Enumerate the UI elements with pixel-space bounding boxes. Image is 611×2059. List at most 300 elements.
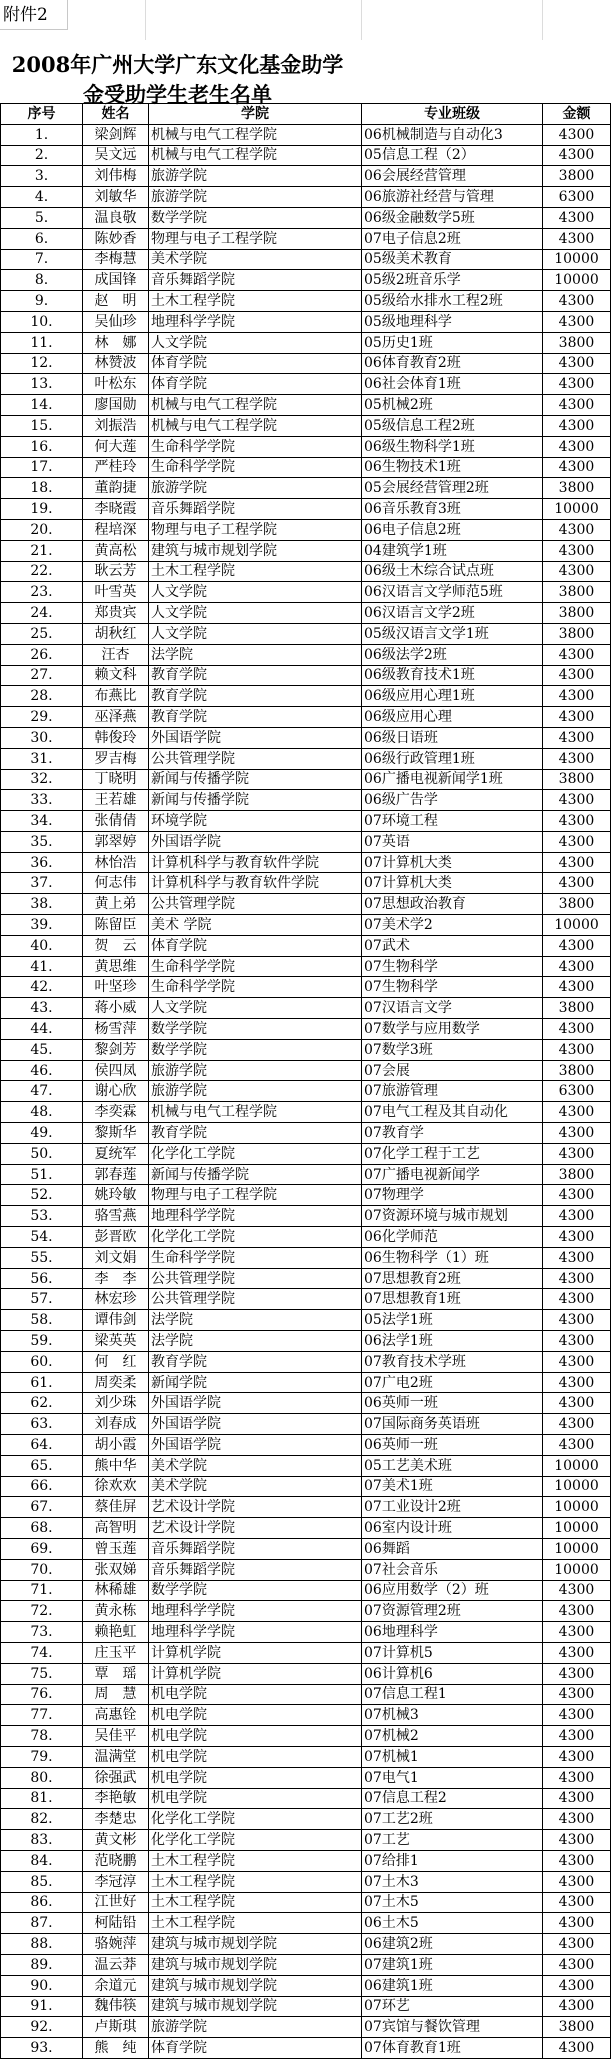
- cell-class: 06电子信息2班: [362, 519, 543, 540]
- cell-name: 庄玉平: [83, 1642, 149, 1663]
- cell-name: 姚玲敏: [83, 1185, 149, 1206]
- cell-class: 05级汉语言文学1班: [362, 623, 543, 644]
- cell-name: 李 李: [83, 1268, 149, 1289]
- cell-college: 建筑与城市规划学院: [149, 1954, 362, 1975]
- table-row: [1, 270, 611, 291]
- cell-name: 温云莽: [83, 1954, 149, 1975]
- table-row: [1, 1996, 611, 2017]
- cell-name: 李艳敏: [83, 1788, 149, 1809]
- header-college: 学院: [149, 104, 362, 125]
- table-row: [1, 665, 611, 686]
- cell-amount: 4300: [543, 1039, 611, 1060]
- cell-college: 法学院: [149, 1310, 362, 1331]
- cell-name: 覃 瑶: [83, 1663, 149, 1684]
- cell-class: 06英师一班: [362, 1435, 543, 1456]
- cell-class: 07工艺2班: [362, 1809, 543, 1830]
- cell-seq: 61.: [1, 1372, 83, 1393]
- cell-class: 06建筑2班: [362, 1934, 543, 1955]
- cell-amount: 4300: [543, 1746, 611, 1767]
- cell-seq: 83.: [1, 1830, 83, 1851]
- cell-seq: 20.: [1, 519, 83, 540]
- cell-class: 05级给水排水工程2班: [362, 291, 543, 312]
- cell-name: 刘春成: [83, 1414, 149, 1435]
- cell-college: 机械与电气工程学院: [149, 145, 362, 166]
- cell-name: 黄上弟: [83, 894, 149, 915]
- cell-name: 郭春莲: [83, 1164, 149, 1185]
- cell-college: 旅游学院: [149, 1060, 362, 1081]
- table-row: [1, 915, 611, 936]
- cell-seq: 43.: [1, 998, 83, 1019]
- cell-name: 叶雪英: [83, 582, 149, 603]
- cell-college: 数学学院: [149, 1039, 362, 1060]
- cell-seq: 39.: [1, 915, 83, 936]
- cell-class: 06舞蹈: [362, 1538, 543, 1559]
- cell-amount: 10000: [543, 1538, 611, 1559]
- table-row: [1, 1372, 611, 1393]
- cell-class: 05历史1班: [362, 332, 543, 353]
- cell-name: 熊 纯: [83, 2038, 149, 2059]
- cell-college: 公共管理学院: [149, 894, 362, 915]
- cell-seq: 18.: [1, 478, 83, 499]
- cell-college: 土木工程学院: [149, 291, 362, 312]
- cell-amount: 10000: [543, 249, 611, 270]
- cell-college: 美术 学院: [149, 915, 362, 936]
- cell-class: 05级美术教育: [362, 249, 543, 270]
- table-row: [1, 1559, 611, 1580]
- header-class: 专业班级: [362, 104, 543, 125]
- cell-college: 人文学院: [149, 623, 362, 644]
- cell-class: 06汉语言文学师范5班: [362, 582, 543, 603]
- cell-seq: 42.: [1, 977, 83, 998]
- cell-seq: 60.: [1, 1351, 83, 1372]
- table-row: [1, 1601, 611, 1622]
- cell-college: 教育学院: [149, 1123, 362, 1144]
- cell-college: 机电学院: [149, 1705, 362, 1726]
- cell-amount: 4300: [543, 2038, 611, 2059]
- cell-name: 刘敏华: [83, 187, 149, 208]
- cell-name: 陈妙香: [83, 228, 149, 249]
- table-row: [1, 811, 611, 832]
- cell-amount: 3800: [543, 894, 611, 915]
- cell-class: 07英语: [362, 831, 543, 852]
- table-row: [1, 228, 611, 249]
- table-row: [1, 1767, 611, 1788]
- cell-seq: 91.: [1, 1996, 83, 2017]
- cell-college: 音乐舞蹈学院: [149, 270, 362, 291]
- cell-amount: 4300: [543, 1726, 611, 1747]
- cell-amount: 4300: [543, 1143, 611, 1164]
- cell-college: 数学学院: [149, 207, 362, 228]
- cell-seq: 78.: [1, 1726, 83, 1747]
- table-row: [1, 1268, 611, 1289]
- cell-seq: 1.: [1, 124, 83, 145]
- cell-seq: 93.: [1, 2038, 83, 2059]
- cell-amount: 10000: [543, 1455, 611, 1476]
- cell-seq: 72.: [1, 1601, 83, 1622]
- table-row: [1, 249, 611, 270]
- cell-college: 建筑与城市规划学院: [149, 1934, 362, 1955]
- table-row: [1, 1538, 611, 1559]
- cell-name: 廖国勋: [83, 395, 149, 416]
- table-row: [1, 1684, 611, 1705]
- cell-name: 高智明: [83, 1518, 149, 1539]
- cell-seq: 68.: [1, 1518, 83, 1539]
- cell-amount: 4300: [543, 311, 611, 332]
- table-row: [1, 499, 611, 520]
- cell-amount: 4300: [543, 207, 611, 228]
- document-title: [0, 50, 355, 110]
- cell-class: 07生物科学: [362, 977, 543, 998]
- cell-amount: 3800: [543, 769, 611, 790]
- cell-class: 07资源管理2班: [362, 1601, 543, 1622]
- cell-college: 机电学院: [149, 1684, 362, 1705]
- sheet-gridline: [542, 0, 543, 40]
- cell-name: 何大莲: [83, 436, 149, 457]
- cell-name: 江世好: [83, 1892, 149, 1913]
- cell-college: 教育学院: [149, 665, 362, 686]
- cell-seq: 25.: [1, 623, 83, 644]
- cell-class: 07机械1: [362, 1746, 543, 1767]
- table-row: [1, 1871, 611, 1892]
- cell-seq: 44.: [1, 1019, 83, 1040]
- cell-amount: 4300: [543, 831, 611, 852]
- cell-class: 07环境工程: [362, 811, 543, 832]
- cell-seq: 51.: [1, 1164, 83, 1185]
- cell-name: 何 红: [83, 1351, 149, 1372]
- cell-class: 07美术1班: [362, 1476, 543, 1497]
- cell-seq: 24.: [1, 603, 83, 624]
- cell-seq: 37.: [1, 873, 83, 894]
- cell-college: 机械与电气工程学院: [149, 124, 362, 145]
- cell-college: 建筑与城市规划学院: [149, 540, 362, 561]
- cell-amount: 4300: [543, 1206, 611, 1227]
- cell-amount: 4300: [543, 1850, 611, 1871]
- cell-class: 07体育教育1班: [362, 2038, 543, 2059]
- table-row: [1, 1497, 611, 1518]
- cell-seq: 55.: [1, 1247, 83, 1268]
- cell-amount: 4300: [543, 228, 611, 249]
- table-row: [1, 1060, 611, 1081]
- table-row: [1, 831, 611, 852]
- cell-name: 林怡浩: [83, 852, 149, 873]
- cell-class: 06广播电视新闻学1班: [362, 769, 543, 790]
- cell-class: 06法学1班: [362, 1331, 543, 1352]
- cell-college: 美术学院: [149, 1476, 362, 1497]
- cell-class: 07广电2班: [362, 1372, 543, 1393]
- table-row: [1, 124, 611, 145]
- cell-seq: 26.: [1, 644, 83, 665]
- cell-seq: 77.: [1, 1705, 83, 1726]
- cell-name: 陈留臣: [83, 915, 149, 936]
- cell-amount: 4300: [543, 1767, 611, 1788]
- cell-amount: 4300: [543, 540, 611, 561]
- cell-seq: 33.: [1, 790, 83, 811]
- cell-amount: 4300: [543, 1975, 611, 1996]
- cell-amount: 3800: [543, 998, 611, 1019]
- table-row: [1, 395, 611, 416]
- cell-seq: 27.: [1, 665, 83, 686]
- cell-class: 06级生物科学1班: [362, 436, 543, 457]
- cell-amount: 4300: [543, 686, 611, 707]
- cell-name: 郑贵宾: [83, 603, 149, 624]
- cell-class: 07土木3: [362, 1871, 543, 1892]
- cell-seq: 76.: [1, 1684, 83, 1705]
- cell-amount: 4300: [543, 124, 611, 145]
- table-row: [1, 1227, 611, 1248]
- cell-amount: 4300: [543, 1351, 611, 1372]
- table-row: [1, 1642, 611, 1663]
- cell-college: 计算机学院: [149, 1663, 362, 1684]
- table-row: [1, 291, 611, 312]
- cell-class: 07国际商务英语班: [362, 1414, 543, 1435]
- cell-name: 谢心欣: [83, 1081, 149, 1102]
- cell-amount: 10000: [543, 1476, 611, 1497]
- cell-amount: 4300: [543, 977, 611, 998]
- cell-class: 07数学与应用数学: [362, 1019, 543, 1040]
- cell-seq: 50.: [1, 1143, 83, 1164]
- cell-amount: 4300: [543, 748, 611, 769]
- cell-amount: 4300: [543, 415, 611, 436]
- cell-class: 06级法学2班: [362, 644, 543, 665]
- cell-seq: 64.: [1, 1435, 83, 1456]
- cell-college: 土木工程学院: [149, 561, 362, 582]
- cell-name: 谭伟剑: [83, 1310, 149, 1331]
- cell-seq: 7.: [1, 249, 83, 270]
- cell-name: 夏统军: [83, 1143, 149, 1164]
- header-amount: 金额: [543, 104, 611, 125]
- cell-name: 董韵捷: [83, 478, 149, 499]
- cell-college: 新闻与传播学院: [149, 769, 362, 790]
- cell-class: 05法学1班: [362, 1310, 543, 1331]
- cell-class: 07机械3: [362, 1705, 543, 1726]
- cell-amount: 4300: [543, 1934, 611, 1955]
- cell-name: 严桂玲: [83, 457, 149, 478]
- cell-seq: 89.: [1, 1954, 83, 1975]
- cell-class: 07计算机大类: [362, 873, 543, 894]
- cell-amount: 4300: [543, 956, 611, 977]
- cell-class: 06旅游社经营与管理: [362, 187, 543, 208]
- cell-college: 机械与电气工程学院: [149, 395, 362, 416]
- cell-seq: 36.: [1, 852, 83, 873]
- table-row: [1, 686, 611, 707]
- cell-class: 06机械制造与自动化3: [362, 124, 543, 145]
- cell-amount: 4300: [543, 1372, 611, 1393]
- cell-seq: 71.: [1, 1580, 83, 1601]
- cell-amount: 4300: [543, 1913, 611, 1934]
- cell-class: 07建筑1班: [362, 1954, 543, 1975]
- cell-name: 骆婉萍: [83, 1934, 149, 1955]
- cell-class: 07数学3班: [362, 1039, 543, 1060]
- cell-college: 人文学院: [149, 603, 362, 624]
- cell-seq: 23.: [1, 582, 83, 603]
- cell-class: 06建筑1班: [362, 1975, 543, 1996]
- cell-name: 林赞波: [83, 353, 149, 374]
- table-row: [1, 894, 611, 915]
- table-row: [1, 1289, 611, 1310]
- cell-class: 07资源环境与城市规划: [362, 1206, 543, 1227]
- cell-amount: 4300: [543, 1289, 611, 1310]
- cell-amount: 4300: [543, 1414, 611, 1435]
- table-row: [1, 1975, 611, 1996]
- cell-seq: 80.: [1, 1767, 83, 1788]
- title-line-2: 金受助学生老生名单: [83, 82, 272, 107]
- cell-amount: 4300: [543, 935, 611, 956]
- table-row: [1, 1039, 611, 1060]
- cell-seq: 49.: [1, 1123, 83, 1144]
- table-row: [1, 1726, 611, 1747]
- cell-name: 赖艳虹: [83, 1622, 149, 1643]
- table-row: [1, 1435, 611, 1456]
- table-row: [1, 1393, 611, 1414]
- cell-amount: 4300: [543, 395, 611, 416]
- table-row: [1, 561, 611, 582]
- table-row: [1, 1143, 611, 1164]
- cell-amount: 4300: [543, 1310, 611, 1331]
- cell-amount: 4300: [543, 374, 611, 395]
- cell-name: 李晓霞: [83, 499, 149, 520]
- cell-name: 巫泽燕: [83, 707, 149, 728]
- cell-class: 06化学师范: [362, 1227, 543, 1248]
- cell-seq: 40.: [1, 935, 83, 956]
- cell-seq: 92.: [1, 2017, 83, 2038]
- cell-amount: 4300: [543, 1435, 611, 1456]
- table-row: [1, 540, 611, 561]
- cell-name: 卢斯琪: [83, 2017, 149, 2038]
- cell-seq: 54.: [1, 1227, 83, 1248]
- cell-name: 黄思维: [83, 956, 149, 977]
- cell-name: 吴仙珍: [83, 311, 149, 332]
- cell-name: 罗吉梅: [83, 748, 149, 769]
- cell-seq: 6.: [1, 228, 83, 249]
- cell-name: 林 娜: [83, 332, 149, 353]
- table-row: [1, 1206, 611, 1227]
- table-row: [1, 582, 611, 603]
- cell-amount: 10000: [543, 915, 611, 936]
- cell-seq: 58.: [1, 1310, 83, 1331]
- cell-seq: 75.: [1, 1663, 83, 1684]
- table-row: [1, 727, 611, 748]
- cell-class: 07电气1: [362, 1767, 543, 1788]
- cell-college: 机电学院: [149, 1788, 362, 1809]
- header-name: 姓名: [83, 104, 149, 125]
- cell-class: 06级应用心理: [362, 707, 543, 728]
- cell-college: 数学学院: [149, 1580, 362, 1601]
- cell-college: 旅游学院: [149, 187, 362, 208]
- cell-amount: 4300: [543, 1123, 611, 1144]
- cell-college: 计算机科学与教育软件学院: [149, 852, 362, 873]
- cell-amount: 4300: [543, 1809, 611, 1830]
- cell-amount: 4300: [543, 1830, 611, 1851]
- sheet-gridline: [145, 0, 146, 40]
- table-row: [1, 1892, 611, 1913]
- cell-college: 物理与电子工程学院: [149, 1185, 362, 1206]
- cell-name: 黄永栋: [83, 1601, 149, 1622]
- cell-name: 何志伟: [83, 873, 149, 894]
- cell-class: 06地理科学: [362, 1622, 543, 1643]
- cell-college: 地理科学学院: [149, 1601, 362, 1622]
- cell-college: 旅游学院: [149, 1081, 362, 1102]
- table-row: [1, 2038, 611, 2059]
- cell-amount: 4300: [543, 727, 611, 748]
- cell-seq: 86.: [1, 1892, 83, 1913]
- table-row: [1, 644, 611, 665]
- cell-amount: 4300: [543, 1247, 611, 1268]
- recipient-table: [0, 103, 611, 2059]
- cell-name: 张双娣: [83, 1559, 149, 1580]
- table-row: [1, 1164, 611, 1185]
- table-row: [1, 977, 611, 998]
- cell-college: 美术学院: [149, 249, 362, 270]
- table-row: [1, 2017, 611, 2038]
- cell-amount: 4300: [543, 1268, 611, 1289]
- cell-college: 体育学院: [149, 374, 362, 395]
- cell-amount: 4300: [543, 436, 611, 457]
- cell-class: 05级信息工程2班: [362, 415, 543, 436]
- cell-class: 05会展经营管理2班: [362, 478, 543, 499]
- cell-seq: 9.: [1, 291, 83, 312]
- cell-college: 地理科学学院: [149, 1622, 362, 1643]
- cell-class: 05级2班音乐学: [362, 270, 543, 291]
- cell-amount: 4300: [543, 1227, 611, 1248]
- cell-amount: 4300: [543, 1102, 611, 1123]
- cell-seq: 73.: [1, 1622, 83, 1643]
- cell-college: 旅游学院: [149, 166, 362, 187]
- cell-class: 06音乐教育3班: [362, 499, 543, 520]
- table-row: [1, 166, 611, 187]
- cell-amount: 4300: [543, 1331, 611, 1352]
- cell-seq: 57.: [1, 1289, 83, 1310]
- cell-class: 06汉语言文学2班: [362, 603, 543, 624]
- cell-seq: 31.: [1, 748, 83, 769]
- cell-class: 05机械2班: [362, 395, 543, 416]
- cell-seq: 3.: [1, 166, 83, 187]
- cell-college: 计算机科学与教育软件学院: [149, 873, 362, 894]
- cell-college: 物理与电子工程学院: [149, 228, 362, 249]
- table-row: [1, 457, 611, 478]
- cell-class: 07化学工程于工艺: [362, 1143, 543, 1164]
- cell-name: 杨雪萍: [83, 1019, 149, 1040]
- cell-class: 06土木5: [362, 1913, 543, 1934]
- cell-college: 化学化工学院: [149, 1809, 362, 1830]
- cell-class: 06体育教育2班: [362, 353, 543, 374]
- table-row: [1, 1518, 611, 1539]
- cell-college: 音乐舞蹈学院: [149, 499, 362, 520]
- cell-college: 法学院: [149, 644, 362, 665]
- cell-college: 教育学院: [149, 1351, 362, 1372]
- cell-seq: 28.: [1, 686, 83, 707]
- cell-class: 06应用数学（2）班: [362, 1580, 543, 1601]
- cell-amount: 4300: [543, 1871, 611, 1892]
- cell-class: 06社会体育1班: [362, 374, 543, 395]
- cell-name: 梁剑辉: [83, 124, 149, 145]
- title-line-1: 2008年广州大学广东文化基金助学: [11, 52, 344, 77]
- cell-name: 布燕比: [83, 686, 149, 707]
- table-row: [1, 790, 611, 811]
- cell-name: 李冠淳: [83, 1871, 149, 1892]
- cell-seq: 45.: [1, 1039, 83, 1060]
- cell-amount: 4300: [543, 1185, 611, 1206]
- cell-seq: 88.: [1, 1934, 83, 1955]
- cell-college: 化学化工学院: [149, 1830, 362, 1851]
- cell-seq: 2.: [1, 145, 83, 166]
- cell-college: 生命科学学院: [149, 956, 362, 977]
- cell-seq: 35.: [1, 831, 83, 852]
- table-row: [1, 1414, 611, 1435]
- cell-name: 张倩倩: [83, 811, 149, 832]
- cell-amount: 4300: [543, 1892, 611, 1913]
- cell-amount: 4300: [543, 1788, 611, 1809]
- table-row: [1, 935, 611, 956]
